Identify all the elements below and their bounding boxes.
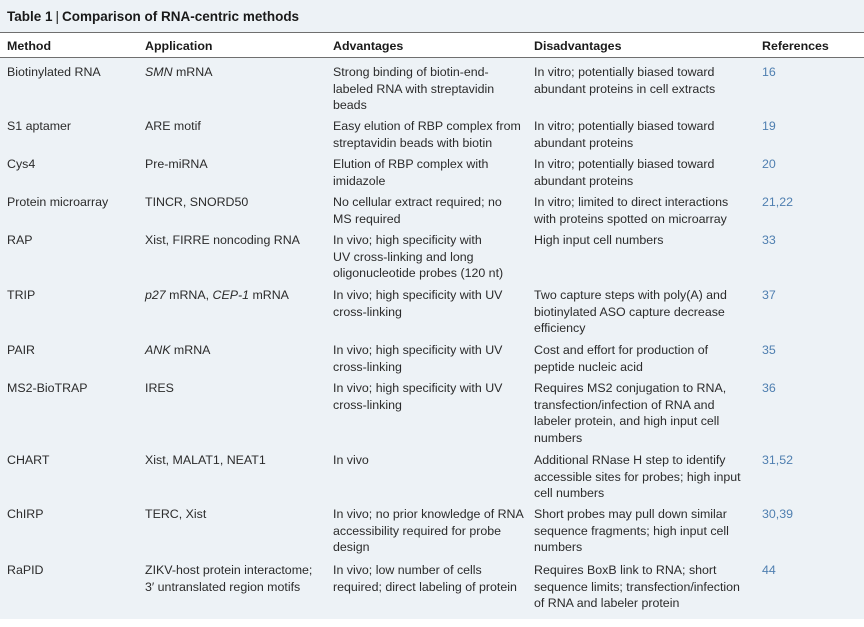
application-text: mRNA,: [165, 288, 213, 302]
header-references: References: [762, 39, 829, 53]
advantages-line: In vivo: [333, 453, 369, 467]
advantages-cell: [333, 64, 494, 114]
reference-link[interactable]: 44: [762, 563, 776, 577]
application-text: ZIKV-host protein interactome;: [145, 563, 313, 577]
disadvantages-cell: [534, 506, 729, 556]
method-cell: MS2-BioTRAP: [7, 381, 88, 395]
application-cell: [145, 232, 300, 249]
advantages-line: streptavidin beads with biotin: [333, 135, 493, 150]
disadvantages-line: accessible sites for probes; high input: [534, 469, 741, 484]
application-text: TINCR, SNORD50: [145, 195, 249, 209]
disadvantages-line: In vitro; potentially biased toward: [534, 157, 715, 171]
table-title-separator: |: [55, 8, 60, 24]
advantages-cell: [333, 506, 524, 556]
method-cell: Protein microarray: [7, 195, 109, 209]
application-cell: [145, 118, 201, 135]
disadvantages-line: with proteins spotted on microarray: [534, 211, 727, 226]
method-cell: PAIR: [7, 343, 35, 357]
disadvantages-cell: [534, 380, 726, 446]
method-cell: RAP: [7, 233, 33, 247]
method-cell: Cys4: [7, 157, 36, 171]
advantages-cell: [333, 156, 488, 189]
disadvantages-line: cell numbers: [534, 486, 605, 501]
disadvantages-cell: [534, 452, 741, 502]
disadvantages-line: Short probes may pull down similar: [534, 507, 727, 521]
disadvantages-line: Requires MS2 conjugation to RNA,: [534, 381, 727, 395]
advantages-cell: [333, 342, 502, 375]
advantages-line: required; direct labeling of protein: [333, 579, 517, 594]
advantages-line: In vivo; high specificity with: [333, 233, 482, 247]
application-text: Xist, MALAT1, NEAT1: [145, 453, 266, 467]
table-title-label: Table 1: [7, 8, 53, 24]
advantages-line: labeled RNA with streptavidin: [333, 81, 495, 96]
reference-link[interactable]: 21,22: [762, 195, 794, 209]
disadvantages-cell: [534, 64, 715, 97]
disadvantages-line: peptide nucleic acid: [534, 359, 643, 374]
disadvantages-cell: [534, 342, 708, 375]
application-text: 3′ untranslated region motifs: [145, 579, 301, 594]
application-cell: [145, 194, 248, 211]
disadvantages-line: abundant proteins: [534, 135, 634, 150]
application-text: ARE motif: [145, 119, 201, 133]
disadvantages-line: sequence limits; transfection/infection: [534, 579, 740, 594]
advantages-line: design: [333, 540, 370, 555]
advantages-line: In vivo; high specificity with UV: [333, 381, 503, 395]
application-text: IRES: [145, 381, 174, 395]
header-disadvantages: Disadvantages: [534, 39, 622, 53]
advantages-cell: [333, 287, 502, 320]
application-text: mRNA: [170, 343, 211, 357]
application-gene-name: p27: [145, 288, 166, 302]
reference-link[interactable]: 36: [762, 381, 776, 395]
method-cell: RaPID: [7, 563, 44, 577]
disadvantages-line: efficiency: [534, 321, 586, 336]
application-line: [145, 579, 312, 596]
advantages-line: imidazole: [333, 173, 386, 188]
disadvantages-line: numbers: [534, 430, 583, 445]
table-header-row: [0, 32, 864, 58]
advantages-line: Strong binding of biotin-end-: [333, 65, 489, 79]
disadvantages-line: labeler protein, and high input cell: [534, 414, 720, 429]
application-text: Pre-miRNA: [145, 157, 208, 171]
disadvantages-cell: [534, 287, 727, 337]
disadvantages-line: High input cell numbers: [534, 233, 664, 247]
advantages-line: No cellular extract required; no: [333, 195, 502, 209]
disadvantages-line: In vitro; potentially biased toward: [534, 65, 715, 79]
reference-link[interactable]: 31,52: [762, 453, 794, 467]
application-cell: [145, 452, 266, 469]
disadvantages-line: of RNA and labeler protein: [534, 596, 680, 611]
advantages-cell: [333, 562, 517, 595]
table-title-text: Comparison of RNA-centric methods: [62, 8, 300, 24]
advantages-line: oligonucleotide probes (120 nt): [333, 266, 504, 281]
disadvantages-line: Two capture steps with poly(A) and: [534, 288, 727, 302]
application-text: TERC, Xist: [145, 507, 207, 521]
application-cell: [145, 380, 174, 397]
advantages-line: In vivo; high specificity with UV: [333, 343, 503, 357]
advantages-line: In vivo; high specificity with UV: [333, 288, 503, 302]
advantages-line: In vivo; no prior knowledge of RNA: [333, 507, 524, 521]
application-cell: [145, 506, 206, 523]
application-cell: [145, 342, 210, 359]
disadvantages-line: abundant proteins in cell extracts: [534, 81, 716, 96]
disadvantages-line: In vitro; potentially biased toward: [534, 119, 715, 133]
application-cell: [145, 287, 289, 304]
reference-link[interactable]: 35: [762, 343, 776, 357]
advantages-line: cross-linking: [333, 304, 402, 319]
disadvantages-line: abundant proteins: [534, 173, 634, 188]
advantages-cell: [333, 118, 521, 151]
table-title: [0, 0, 864, 32]
application-text: mRNA: [249, 288, 289, 302]
advantages-line: UV cross-linking and long: [333, 249, 474, 264]
disadvantages-line: transfection/infection of RNA and: [534, 397, 715, 412]
disadvantages-line: numbers: [534, 540, 583, 555]
application-cell: [145, 156, 208, 173]
reference-link[interactable]: 37: [762, 288, 776, 302]
disadvantages-line: In vitro; limited to direct interactions: [534, 195, 729, 209]
method-cell: Biotinylated RNA: [7, 65, 101, 79]
disadvantages-line: biotinylated ASO capture decrease: [534, 304, 725, 319]
header-advantages: Advantages: [333, 39, 404, 53]
advantages-line: beads: [333, 98, 367, 113]
method-cell: TRIP: [7, 288, 36, 302]
disadvantages-line: sequence fragments; high input cell: [534, 523, 729, 538]
disadvantages-cell: [534, 194, 728, 227]
disadvantages-cell: [534, 156, 714, 189]
advantages-line: Elution of RBP complex with: [333, 157, 489, 171]
advantages-cell: [333, 380, 502, 413]
application-cell: [145, 64, 212, 81]
method-cell: S1 aptamer: [7, 119, 72, 133]
disadvantages-cell: [534, 562, 740, 612]
disadvantages-line: Additional RNase H step to identify: [534, 453, 726, 467]
advantages-line: cross-linking: [333, 359, 402, 374]
disadvantages-line: Cost and effort for production of: [534, 343, 709, 357]
disadvantages-line: Requires BoxB link to RNA; short: [534, 563, 717, 577]
advantages-cell: [333, 232, 503, 282]
reference-link[interactable]: 19: [762, 119, 776, 133]
disadvantages-cell: [534, 232, 663, 249]
application-cell: [145, 562, 312, 595]
application-gene-name: ANK: [145, 343, 171, 357]
disadvantages-cell: [534, 118, 714, 151]
advantages-line: Easy elution of RBP complex from: [333, 119, 521, 133]
advantages-line: cross-linking: [333, 397, 402, 412]
advantages-cell: [333, 194, 502, 227]
reference-link[interactable]: 33: [762, 233, 776, 247]
reference-link[interactable]: 20: [762, 157, 776, 171]
header-application: Application: [145, 39, 213, 53]
reference-link[interactable]: 30,39: [762, 507, 794, 521]
advantages-cell: [333, 452, 369, 469]
method-cell: CHART: [7, 453, 50, 467]
header-method: Method: [7, 39, 52, 53]
advantages-line: MS required: [333, 211, 401, 226]
application-gene-name: SMN: [145, 65, 173, 79]
application-text: mRNA: [172, 65, 213, 79]
advantages-line: In vivo; low number of cells: [333, 563, 482, 577]
application-gene-name: CEP-1: [212, 288, 249, 302]
reference-link[interactable]: 16: [762, 65, 776, 79]
application-line: [145, 562, 312, 579]
advantages-line: accessibility required for probe: [333, 523, 502, 538]
application-text: Xist, FIRRE noncoding RNA: [145, 233, 300, 247]
method-cell: ChIRP: [7, 507, 44, 521]
